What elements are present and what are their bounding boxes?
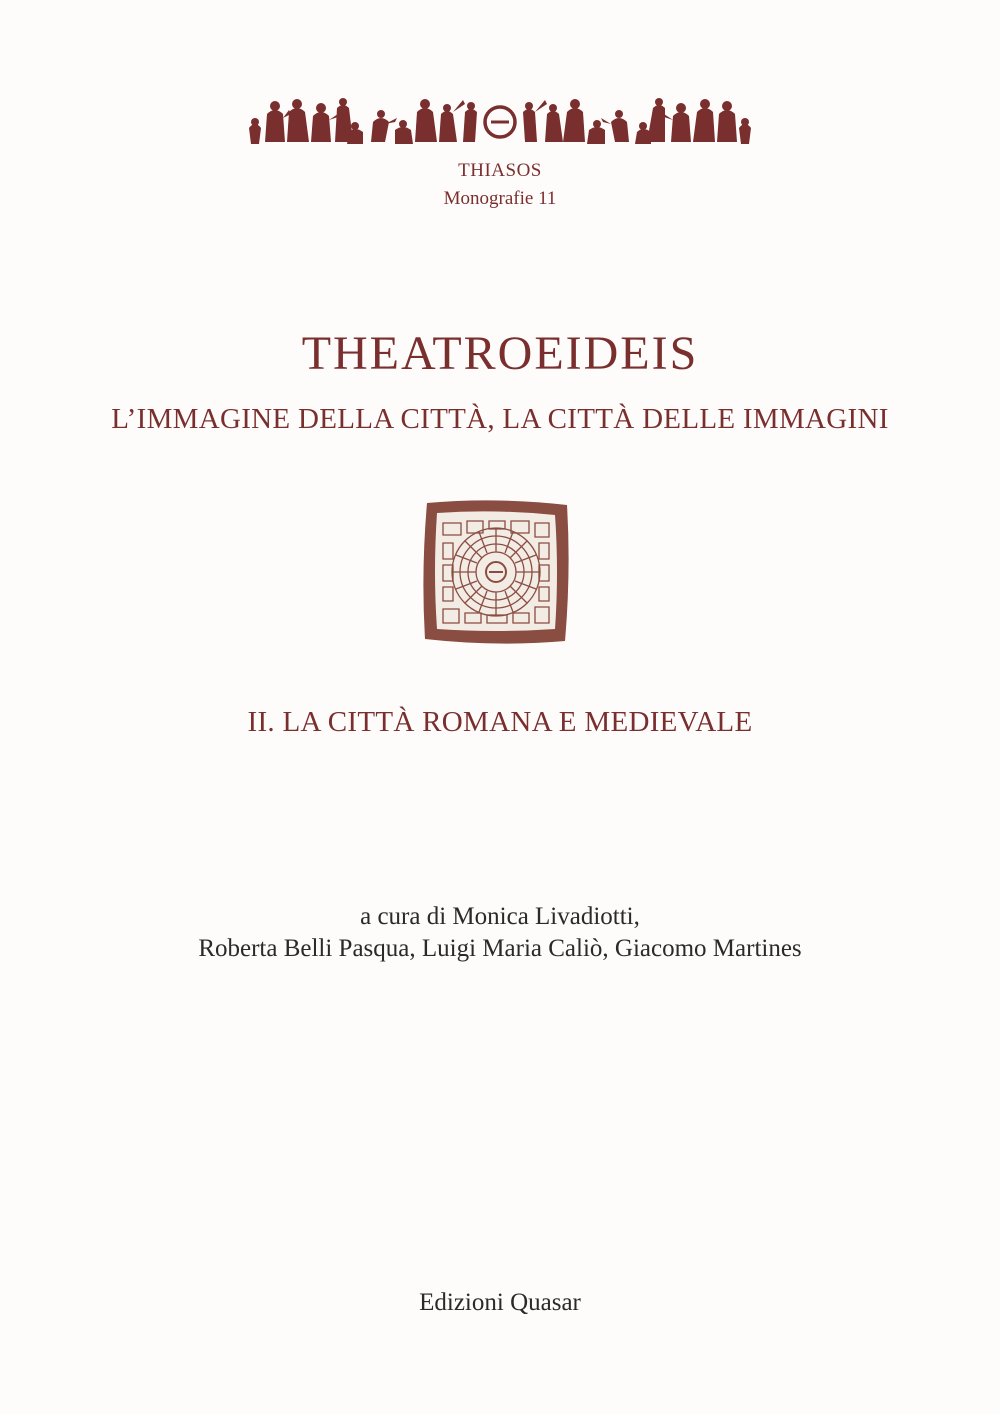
editors-line-2: Roberta Belli Pasqua, Luigi Maria Caliò, Giacomo Martines (198, 935, 802, 962)
publisher-name: Edizioni Quasar (419, 1289, 581, 1316)
book-title: THEATROEIDEIS (301, 327, 699, 380)
dancing-figures-frieze-icon (245, 92, 755, 150)
series-number: Monografie 11 (443, 188, 557, 209)
city-plan-emblem-icon (421, 499, 571, 645)
volume-title: II. LA CITTÀ ROMANA E MEDIEVALE (247, 706, 753, 738)
editors-line-1: a cura di Monica Livadiotti, (360, 903, 640, 930)
book-subtitle: L’IMMAGINE DELLA CITTÀ, LA CITTÀ DELLE IMMAGINI (111, 403, 889, 435)
series-name: THIASOS (458, 160, 542, 181)
